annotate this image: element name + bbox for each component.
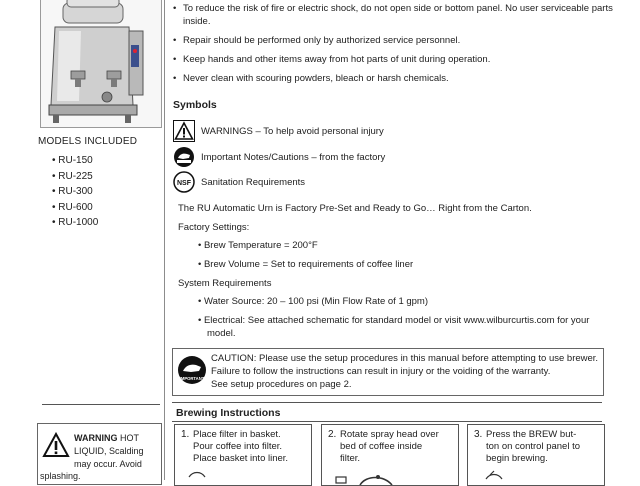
factory-intro: The RU Automatic Urn is Factory Pre-Set and Ready to Go… Right from the Carton. [178, 203, 532, 214]
models-included-title: MODELS INCLUDED [38, 136, 138, 147]
step-text: Place filter in basket. Pour coffee into filter. Place basket into liner. [193, 429, 289, 464]
brewing-rule-under [172, 421, 602, 422]
symbol-nsf-text: Sanitation Requirements [201, 176, 306, 188]
factory-setting-volume: • Brew Volume = Set to requirements of coffee liner [198, 259, 414, 270]
warning-triangle-icon [173, 120, 195, 142]
list-item: • RU-225 [52, 170, 93, 182]
list-item: • RU-300 [52, 186, 93, 198]
list-item: • RU-600 [52, 201, 93, 213]
step-number: 3. [474, 429, 483, 440]
hot-liquid-warning [37, 423, 162, 485]
warning-text-tail: splashing. [40, 471, 81, 481]
nsf-icon [173, 171, 195, 193]
brew-step-2 [321, 424, 459, 486]
brew-button-icon [468, 425, 604, 485]
column-divider [164, 0, 165, 480]
list-item: • To reduce the risk of fire or electric shock, do not open side or bottom panel. No user serviceable parts inside. [171, 2, 616, 28]
list-item: • RU-1000 [52, 217, 99, 229]
left-rule [42, 404, 160, 405]
factory-setting-temp: • Brew Temperature = 200°F [198, 240, 318, 251]
safety-bullets [171, 2, 616, 91]
brew-step-3 [467, 424, 605, 486]
urn-illustration [41, 0, 161, 127]
step-text: Rotate spray head over bed of coffee inside filter. [340, 429, 439, 464]
warning-text: WARNING HOT LIQUID, Scalding may occur. Avoid [74, 433, 144, 469]
important-hand-icon [177, 355, 207, 385]
symbol-row-nsf [173, 171, 603, 193]
factory-settings-title: Factory Settings: [178, 222, 250, 233]
list-item: • RU-150 [52, 155, 93, 166]
symbol-row-important [173, 146, 603, 168]
system-requirements-title: System Requirements [178, 278, 272, 289]
system-electrical: • Electrical: See attached schematic for standard model or visit www.wilburcurtis.com for your [198, 315, 590, 326]
system-water-source: • Water Source: 20 – 100 psi (Min Flow Rate of 1 gpm) [198, 296, 429, 307]
system-electrical-cont: model. [207, 328, 236, 339]
step-text: Press the BREW but- ton on control panel to begin brewing. [486, 429, 581, 464]
list-item: • Keep hands and other items away from hot parts of unit during operation. [171, 53, 616, 66]
brew-step-1 [174, 424, 312, 486]
svg-text:NSF: NSF [177, 180, 191, 187]
step-number: 1. [181, 429, 190, 440]
symbol-important-text: Important Notes/Cautions – from the factory [201, 151, 386, 163]
symbol-warning-text: WARNINGS – To help avoid personal injury [201, 125, 384, 137]
caution-text: CAUTION: Please use the setup procedures in this manual before attempting to use brewer. Failure to follow the instructions can result in injury or the voiding of the warranty. See setup procedures on page 2. [211, 353, 599, 390]
important-hand-icon [173, 146, 195, 168]
models-list [52, 153, 98, 231]
product-image-frame [40, 0, 162, 128]
brewing-heading: Brewing Instructions [176, 407, 281, 419]
svg-text:IMPORTANT: IMPORTANT [179, 376, 205, 381]
brewing-rule-top [172, 402, 602, 403]
list-item: • Never clean with scouring powders, bleach or harsh chemicals. [171, 72, 616, 85]
warning-triangle-icon [42, 432, 70, 458]
filter-basket-icon [175, 425, 311, 485]
caution-notice [172, 348, 604, 396]
symbols-heading: Symbols [173, 99, 217, 111]
spray-head-icon [322, 425, 458, 485]
list-item: • Repair should be performed only by authorized service personnel. [171, 34, 616, 47]
symbol-row-warning [173, 120, 603, 142]
step-number: 2. [328, 429, 337, 440]
